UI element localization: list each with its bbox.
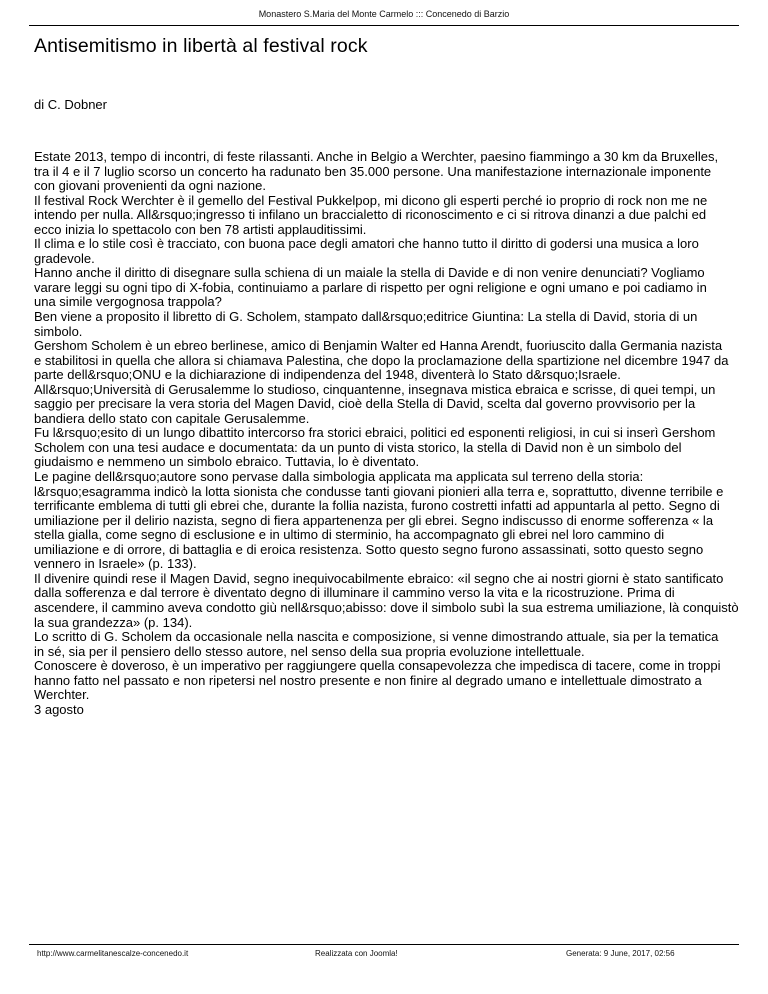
article-line: varare leggi su ogni tipo di X-fobia, continuiamo a parlare di rispetto per ogni religione e ogni umano e poi cadiamo in	[34, 279, 707, 295]
article-line: Estate 2013, tempo di incontri, di feste rilassanti. Anche in Belgio a Werchter, paesino fiammingo a 30 km da Bruxelles,	[34, 149, 719, 164]
article-line: Scholem con una tesi audace e documentata: da un punto di vista storico, la stella di David non è un simbolo del	[34, 439, 682, 455]
article-line: umiliazione per il delirio nazista, segno di fiera appartenenza per gli ebrei. Segno indiscusso di enorme sofferenza « la	[34, 512, 714, 528]
article-line: gradevole.	[34, 250, 95, 266]
article-title: Antisemitismo in libertà al festival rock	[34, 35, 368, 57]
article-line: hanno fatto nel passato e non ripetersi nel nostro presente e non finire al degrado umano e intellettuale dimostrato a	[34, 672, 702, 688]
article-line: ascendere, il cammino aveva condotto giù nell&rsquo;abisso: dove il simbolo subì la sua estrema umiliazione, là conquistò	[34, 599, 739, 615]
article-byline: di C. Dobner	[34, 97, 107, 112]
article-line: la sua grandezza» (p. 134).	[34, 614, 193, 630]
article-line: Fu l&rsquo;esito di un lungo dibattito intercorso fra storici ebraici, politici ed esponenti religiosi, in cui si inserì Gershom	[34, 425, 716, 441]
article-line: Werchter.	[34, 687, 90, 703]
article-line: umiliazione e di orrore, di battaglia e di eroica resistenza. Sotto questo segno furono assassinati, sotto questo segno	[34, 541, 704, 557]
article-line: Lo scritto di G. Scholem da occasionale nella nascita e composizione, si venne dimostrando attuale, sia per la tematica	[34, 629, 719, 645]
article-line: All&rsquo;Università di Gerusalemme lo studioso, cinquantenne, insegnava mistica ebraica e scrisse, di quei tempi, un	[34, 381, 716, 397]
article-line: terrificante emblema di tutti gli ebrei che, durante la follia nazista, furono costretti infatti ad appuntarla al petto. Segno di	[34, 498, 720, 514]
article-line: dalla sofferenza e dal terrore è diventato degno di illuminare il cammino verso la vita e la ricostruzione. Prima di	[34, 585, 675, 601]
article-line: una simile vergognosa trappola?	[34, 294, 222, 310]
article-line: intendo per nulla. All&rsquo;ingresso ti infilano un braccialetto di riconoscimento e ci si ritrova dinanzi a due palchi ed	[34, 207, 707, 223]
article-line: Il clima e lo stile così è tracciato, con buona pace degli amatori che hanno tutto il diritto di godersi una musica a loro	[34, 236, 699, 252]
article-line: simbolo.	[34, 323, 83, 339]
site-header: Monastero S.Maria del Monte Carmelo ::: Concenedo di Barzio	[258, 9, 510, 19]
article-line: parte dell&rsquo;ONU e la dichiarazione di indipendenza del 1948, diventerà lo Stato d&rsquo;Israele.	[34, 367, 621, 383]
article-line: 3 agosto	[34, 701, 84, 717]
article-line: saggio per precisare la vera storia del Magen David, cioè della Stella di David, scelta dal governo provvisorio per la	[34, 396, 696, 412]
article-body	[34, 150, 746, 717]
article-line: Gershom Scholem è un ebreo berlinese, amico di Benjamin Walter ed Hanna Arendt, fuoriuscito dalla Germania nazista	[34, 338, 723, 354]
article-line: e stabilitosi in quella che allora si chiamava Palestina, che dopo la proclamazione della spartizione nel dicembre 1947 da	[34, 352, 729, 368]
article-line: bandiera dello stato con capitale Gerusalemme.	[34, 410, 310, 426]
article-line: Le pagine dell&rsquo;autore sono pervase dalla simbologia applicata ma applicata sul terreno della storia:	[34, 469, 644, 485]
header-divider	[29, 25, 739, 26]
article-line: stella gialla, come segno di esclusione e in ultimo di sterminio, ha accompagnato gli ebrei nel loro cammino di	[34, 527, 665, 543]
footer-generated: Generata: 9 June, 2017, 02:56	[566, 949, 675, 958]
footer-credit: Realizzata con Joomla!	[315, 949, 398, 958]
article-line: ecco inizia lo spettacolo con ben 78 artisti applauditissimi.	[34, 221, 367, 237]
article-line: giudaismo e nemmeno un simbolo ebraico. Tuttavia, lo è diventato.	[34, 454, 420, 470]
article-line: Hanno anche il diritto di disegnare sulla schiena di un maiale la stella di Davide e di non venire denunciati? Vogliamo	[34, 265, 705, 281]
article-line: l&rsquo;esagramma indicò la lotta sionista che condusse tanti giovani pionieri alla terra e, soprattutto, divenne terribile e	[34, 483, 724, 499]
article-line: tra il 4 e il 7 luglio scorso un concerto ha radunato ben 35.000 persone. Una manifestazione internazionale imponente	[34, 163, 712, 179]
article-line: Ben viene a proposito il libretto di G. Scholem, stampato dall&rsquo;editrice Giuntina: La stella di David, storia di un	[34, 309, 698, 325]
article-line: Conoscere è doveroso, è un imperativo per raggiungere quella consapevolezza che impedisca di tacere, come in troppi	[34, 658, 721, 674]
article-line: Il festival Rock Werchter è il gemello del Festival Pukkelpop, mi dicono gli esperti perché io proprio di rock non me ne	[34, 192, 708, 208]
footer-url: http://www.carmelitanescalze-concenedo.it	[37, 949, 189, 958]
article-line: in sé, sia per il pensiero dello stesso autore, nel senso della sua propria evoluzione intellettuale.	[34, 643, 585, 659]
article-line: vennero in Israele» (p. 133).	[34, 556, 197, 572]
footer-divider	[29, 944, 739, 945]
article-line: Il divenire quindi rese il Magen David, segno inequivocabilmente ebraico: «il segno che ai nostri giorni è stato santificato	[34, 570, 724, 586]
article-line: con giovani provenienti da ogni nazione.	[34, 178, 267, 194]
